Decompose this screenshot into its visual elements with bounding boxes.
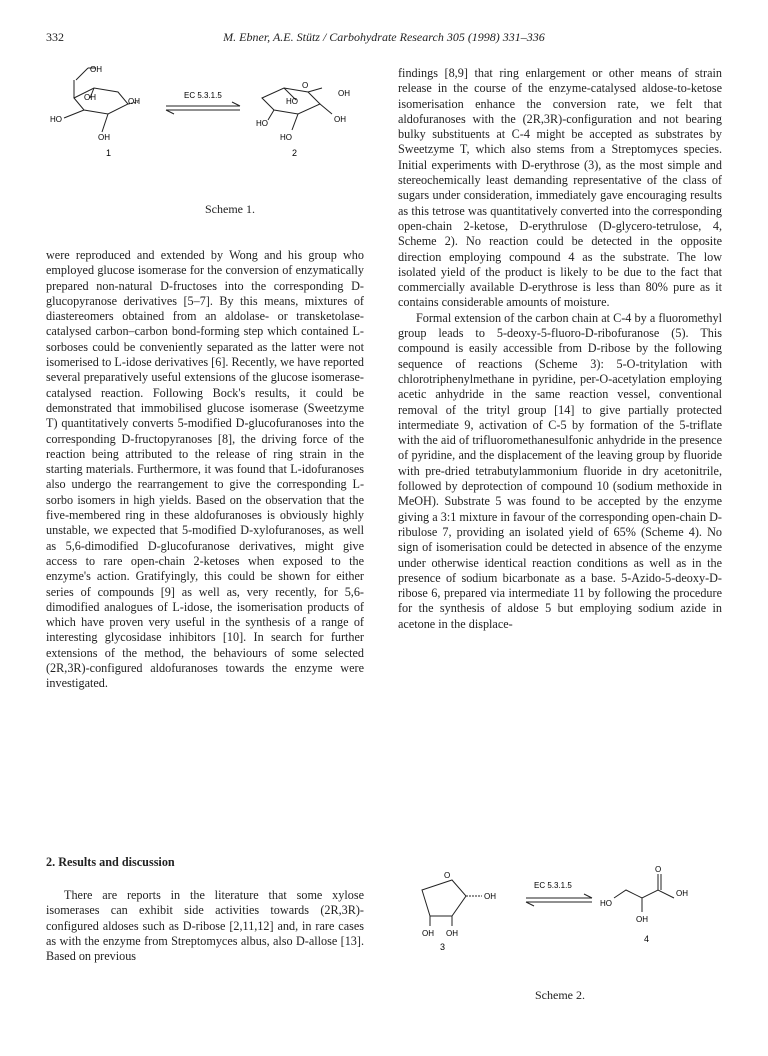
- scheme-1-caption: Scheme 1.: [205, 202, 255, 216]
- right-column: [398, 66, 722, 632]
- compound-4-label: 4: [644, 934, 650, 944]
- s2-oh-anomeric: OH: [484, 892, 496, 901]
- s2-oh-right: OH: [446, 929, 458, 938]
- s1-oh-anomeric: OH: [128, 97, 140, 106]
- page-header: [46, 30, 722, 50]
- s1-ring-o: O: [302, 81, 309, 90]
- s2-enzyme-label: EC 5.3.1.5: [534, 881, 572, 890]
- scheme-2-caption: Scheme 2.: [535, 988, 585, 1002]
- s1-ho-ring: HO: [286, 97, 298, 106]
- s2-oh-chain-end: OH: [676, 889, 688, 898]
- s1-ho-bottom-left: HO: [256, 119, 268, 128]
- scheme-2-structures: [398, 866, 722, 976]
- right-paragraph-2: Formal extension of the carbon chain at C-4 by a fluoromethyl group leads to 5-deoxy-5-fluoro-D-ribofuranose (5). This compound is easily accessible from D-ribose by the following sequence of reactions (Scheme 3): 5-O-tritylation with chlorotriphenylmethane in pyridine, per-O-acetylation employing acetic anhydride in the same reaction vessel, conventional removal of the trityl group [14] to give partially protected intermediate 9, activation of C-5 by formation of the 5-triflate with the aid of trifluoromethanesulfonic anhydride in the presence of pyridine, and the displacement of the leaving group by fluoride with pre-dried tetrabutylammonium fluoride in dry acetonitrile, followed by deprotection of compound 10 (sodium methoxide in MeOH). Substrate 5 was found to be accepted by the enzyme giving a 3:1 mixture in favour of the corresponding open-chain D-ribulose 7, providing an isolated yield of 65% (Scheme 4). No sign of isomerisation could be detected in absence of the enzyme under otherwise identical reaction conditions as well as in the presence of sodium bicarbonate as a base. 5-Azido-5-deoxy-D-ribose 6, prepared via intermediate 11 by following the procedure for the synthesis of aldose 5 but employing sodium azide in acetone in the displace-: [398, 310, 722, 631]
- s2-oh-left: OH: [422, 929, 434, 938]
- scheme-1-structures: [46, 58, 366, 198]
- s2-oh-chain-mid: OH: [636, 915, 648, 924]
- s2-ho-chain-start: HO: [600, 899, 612, 908]
- s1-ho-left: HO: [50, 115, 62, 124]
- s1-oh-right-bottom: OH: [334, 115, 346, 124]
- left-column: [46, 248, 364, 692]
- left-paragraph-1: were reproduced and extended by Wong and his group who employed glucose isomerase for the conversion of enzymatically prepared non-natural D-fructoses into the corresponding D-glucopyranose derivatives [5–7]. By this means, mixtures of diastereomers obtained from an aldolase- or transketolase-catalysed carbon–carbon bond-forming step which contained L-sorboses could be conveniently separated as the latter were not isomerised to L-idose derivatives [6]. Recently, we have reported several preparatively useful extensions of the glucose isomerase-catalysed reaction. Following Bock's results, it could be demonstrated that immobilised glucose isomerase (Sweetzyme T) quantitatively converts 5-modified D-glucofuranoses into the corresponding D-fructopyranoses [8], the driving force of the reaction being attributed to the release of ring strain in the starting materials. Furthermore, it was found that L-idofuranoses also undergo the rearrangement to give the corresponding L-sorbo isomers in high yields. Based on the observation that the five-membered ring in these aldofuranoses is obviously highly unstable, we expected that 5-modified D-xylofuranoses, as well as 5,6-dimodified D-glucofuranose derivatives, might give access to rare open-chain 2-ketoses when exposed to the enzyme's action. Gratifyingly, this could be shown for either series of compounds [9] as well as, very recently, for 5,6-dimodified analogues of L-idose, the isomerisation products of which have proven very useful in the synthesis of a range of interesting glycosidase inhibitors [10]. In search for further extensions of the method, the behaviours of some selected (2R,3R)-configured aldofuranoses towards the enzyme were investigated.: [46, 248, 365, 691]
- running-head: M. Ebner, A.E. Stütz / Carbohydrate Research 305 (1998) 331–336: [223, 30, 545, 44]
- compound-1-label: 1: [106, 148, 112, 158]
- s1-oh-top: OH: [90, 65, 102, 74]
- s1-oh-right-top: OH: [338, 89, 350, 98]
- s1-ho-bottom: HO: [280, 133, 292, 142]
- compound-3-label: 3: [440, 942, 446, 952]
- s1-enzyme-label: EC 5.3.1.5: [184, 91, 222, 100]
- page-number: 332: [46, 30, 64, 44]
- right-paragraph-1: findings [8,9] that ring enlargement or other means of strain release in the course of the enzyme-catalysed aldose-to-ketose isomerisation enhance the conversion rate, we felt that aldofuranoses with the (2R,3R)-configuration and not bearing bulky substituents at C-4 might be accepted as substrates by Sweetzyme T, which also stems from a Streptomyces species. Initial experiments with D-erythrose (3), as the most simple and stereochemically least demanding representative of the class of sugars under consideration, immediately gave encouraging results as this tetrose was quantitatively converted into the corresponding open-chain 2-ketose, D-erythrulose (D-glycero-tetrulose, 4, Scheme 2). No reaction could be detected in the opposite direction employing compound 4 as the substrate. The low isolated yield of the product is likely to be due to the fact that commercially available D-erythrose is less than 80% pure as it contains considerable amounts of moisture.: [398, 66, 722, 310]
- scheme-1: [46, 58, 366, 198]
- s1-oh-ring: OH: [84, 93, 96, 102]
- left-paragraph-2: There are reports in the literature that some xylose isomerases can exhibit side activities towards (2R,3R)-configured aldoses such as D-ribose [2,11,12] and, in rare cases as with the enzyme from Streptomyces albus, also D-allose [13]. Based on previous: [46, 888, 364, 964]
- scheme-2: [398, 866, 722, 976]
- section-heading: 2. Results and discussion: [46, 855, 175, 869]
- compound-2-label: 2: [292, 148, 298, 158]
- s2-carbonyl-o: O: [655, 866, 662, 874]
- s2-ring-o: O: [444, 871, 451, 880]
- s1-oh-bottom: OH: [98, 133, 110, 142]
